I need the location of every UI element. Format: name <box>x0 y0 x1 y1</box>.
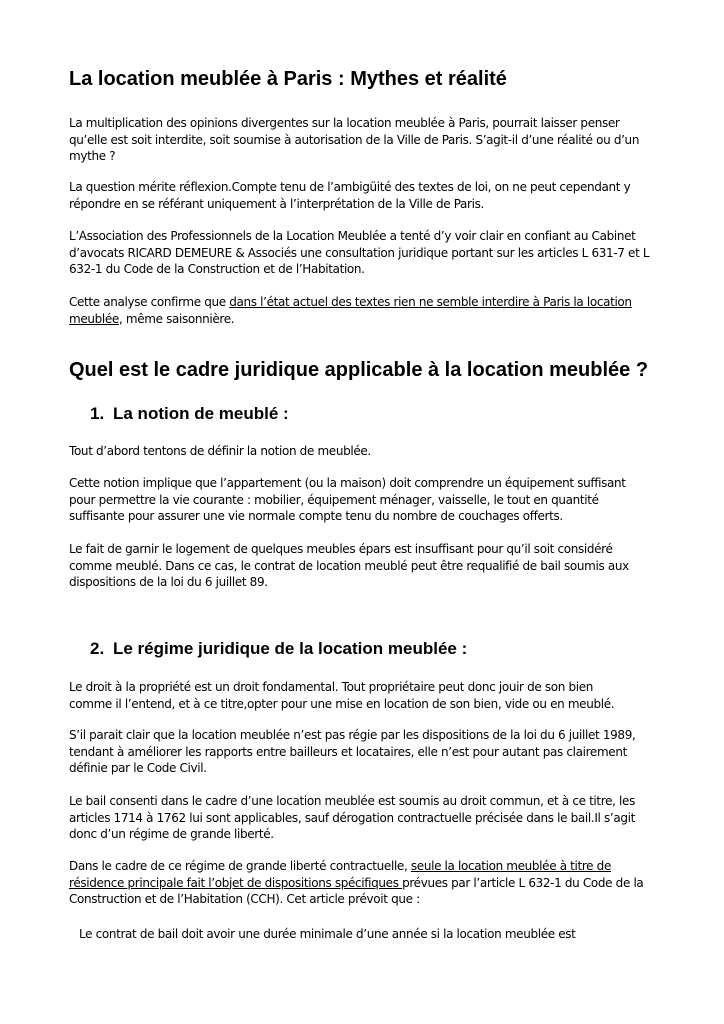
text-line: 632-1 du Code de la Construction et de l’Habitation. <box>69 262 365 276</box>
text-line: Le fait de garnir le logement de quelques meubles épars est insuffisant pour qu’il soit considéré <box>69 542 613 556</box>
intro-paragraph-2 <box>69 179 649 212</box>
text-line: d’avocats RICARD DEMEURE & Associés une consultation juridique portant sur les articles L 631-7 et L <box>69 245 650 260</box>
text-line: Tout d’abord tentons de définir la notion de meublée. <box>69 444 371 458</box>
text-line: qu’elle est soit interdite, soit soumise à autorisation de la Ville de Paris. S’agit-il d’une réalité ou d’un <box>69 132 640 147</box>
text-line: répondre en se référant uniquement à l’interprétation de la Ville de Paris. <box>69 196 484 211</box>
regime-paragraph-3 <box>69 793 649 843</box>
text-line <box>69 858 649 875</box>
text-line: comme il l’entend, et à ce titre,opter pour une mise en location de son bien, vide ou en meublé. <box>69 696 615 711</box>
text-line: Le droit à la propriété est un droit fondamental. Tout propriétaire peut donc jouir de son bien <box>69 680 594 694</box>
subsection-heading-1 <box>90 403 289 425</box>
notion-paragraph-1 <box>69 443 649 460</box>
text-line: tendant à améliorer les rapports entre bailleurs et locataires, elle n’est pour autant pas clairement <box>69 744 627 759</box>
text-line: dispositions de la loi du 6 juillet 89. <box>69 575 268 589</box>
subsection-heading-2 <box>90 638 467 660</box>
notion-paragraph-3 <box>69 541 649 591</box>
intro-paragraph-1 <box>69 115 649 165</box>
text-line: L’Association des Professionnels de la Location Meublée a tenté d’y voir clair en confiant au Cabinet <box>69 229 636 243</box>
text-line <box>69 875 649 892</box>
underlined-text: meublée <box>69 311 119 326</box>
regime-paragraph-2 <box>69 727 649 777</box>
text-span: , même saisonnière. <box>118 311 235 326</box>
text-line <box>69 294 649 311</box>
subsection-title: Le régime juridique de la location meublée : <box>113 639 468 658</box>
text-line: mythe ? <box>69 149 116 163</box>
text-line: Le contrat de bail doit avoir une durée minimale d’une année si la location meublée est <box>79 927 576 941</box>
text-line: comme meublé. Dans ce cas, le contrat de location meublé peut être requalifié de bail soumis aux <box>69 558 629 573</box>
text-line: Construction et de l’Habitation (CCH). Cet article prévoit que : <box>69 892 420 906</box>
text-line: suffisante pour assurer une vie normale compte tenu du nombre de couchages offerts. <box>69 509 563 523</box>
text-span: Dans le cadre de ce régime de grande liberté contractuelle, <box>69 859 411 873</box>
text-line: pour permettre la vie courante : mobilier, équipement ménager, vaisselle, le tout en quantité <box>69 492 599 507</box>
page-title: La location meublée à Paris : Mythes et réalité <box>69 68 507 90</box>
text-line: Le bail consenti dans le cadre d’une location meublée est soumis au droit commun, et à ce titre, les <box>69 794 635 808</box>
text-line: donc d’un régime de grande liberté. <box>69 827 274 841</box>
list-number: 2. <box>90 639 105 658</box>
text-line <box>69 311 649 328</box>
text-line: articles 1714 à 1762 lui sont applicables, sauf dérogation contractuelle précisée dans le bail.Il s’agit <box>69 810 635 825</box>
text-line: La question mérite réflexion.Compte tenu de l’ambigüité des textes de loi, on ne peut cependant y <box>69 180 631 194</box>
text-span: Cette analyse confirme que <box>69 295 230 309</box>
regime-paragraph-4 <box>69 858 649 908</box>
notion-paragraph-2 <box>69 475 649 525</box>
list-number: 1. <box>90 404 105 423</box>
subsection-title: La notion de meublé : <box>113 404 289 423</box>
intro-paragraph-3 <box>69 228 649 278</box>
text-span: prévues par l’article L 632-1 du Code de la <box>402 875 644 890</box>
text-line: La multiplication des opinions divergentes sur la location meublée à Paris, pourrait laisser penser <box>69 116 620 130</box>
underlined-text: dans l’état actuel des textes rien ne semble interdire à Paris la location <box>229 295 632 309</box>
text-line: définie par le Code Civil. <box>69 761 207 775</box>
text-line: Cette notion implique que l’appartement (ou la maison) doit comprendre un équipement suffisant <box>69 476 626 490</box>
underlined-text: seule la location meublée à titre de <box>410 859 611 873</box>
quote-paragraph <box>79 926 659 943</box>
intro-paragraph-4 <box>69 294 649 327</box>
regime-paragraph-1 <box>69 679 649 712</box>
underlined-text: résidence principale fait l’objet de dispositions spécifiques <box>69 875 403 890</box>
section-heading: Quel est le cadre juridique applicable à la location meublée ? <box>69 359 649 381</box>
text-line: S’il parait clair que la location meublée n’est pas régie par les dispositions de la loi du 6 juillet 1989, <box>69 728 636 742</box>
